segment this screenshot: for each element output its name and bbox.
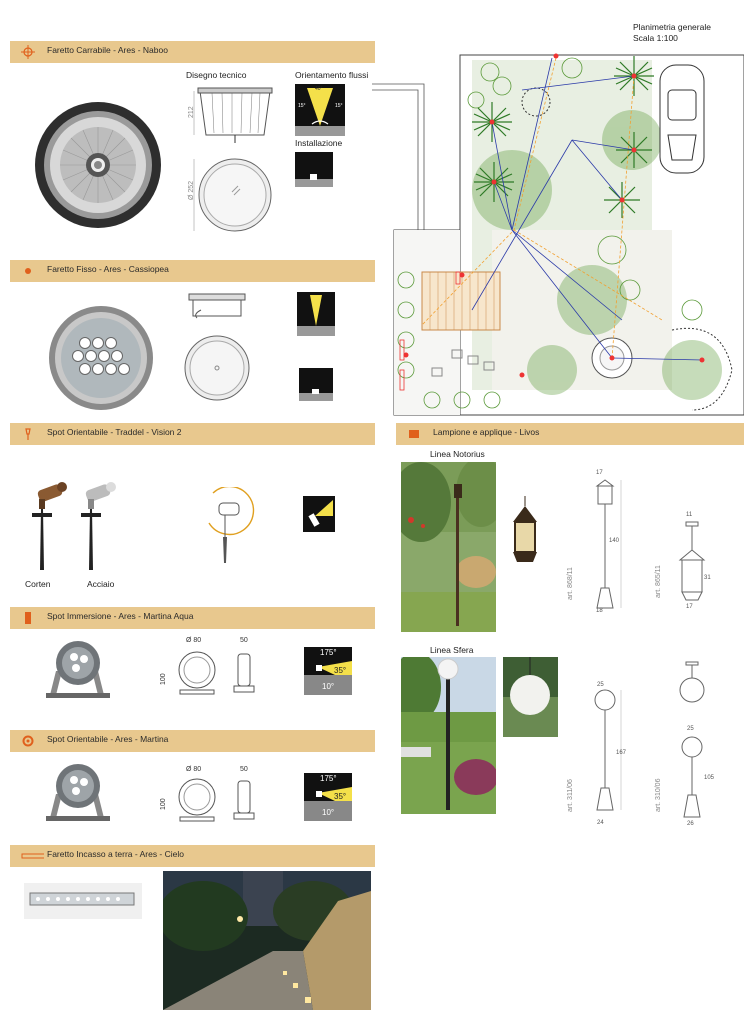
dim-167: 167 [616, 750, 627, 756]
martina-aqua-product-image [40, 635, 120, 705]
cassiopea-beam-diagram [297, 292, 335, 336]
angle-10: 10° [322, 682, 335, 691]
sfera-garden-photo [401, 657, 496, 814]
site-plan [372, 50, 744, 418]
angle-15-left: 15° [298, 103, 306, 109]
installazione-caption: Installazione [295, 138, 343, 148]
plan-title: Planimetria generale [633, 22, 711, 32]
dim-31: 31 [704, 575, 711, 581]
cassiopea-installation-diagram [299, 368, 333, 401]
section-title: Faretto Incasso a terra - Ares - Cielo [47, 849, 184, 859]
dim-25b: 25 [687, 726, 694, 732]
section-header-traddel [10, 423, 375, 445]
dim-25: 25 [597, 682, 604, 688]
dim-17: 17 [596, 470, 603, 476]
traddel-beam-diagram [303, 496, 335, 532]
section-header-livos [396, 423, 744, 445]
section-header-fisso [10, 260, 375, 282]
angle-10: 10° [322, 808, 335, 817]
dot-icon [21, 264, 35, 278]
sfera-pendant-drawing [672, 660, 712, 710]
section-title: Faretto Fisso - Ares - Cassiopea [47, 264, 169, 274]
dim-252: Ø 252 [188, 180, 195, 200]
traddel-technical-drawing [195, 487, 255, 567]
dim-26: 26 [687, 821, 694, 827]
orientamento-caption: Orientamento flussi [295, 70, 369, 80]
section-title: Spot Immersione - Ares - Martina Aqua [47, 611, 194, 621]
ring-icon [21, 734, 35, 748]
section-header-martina [10, 730, 375, 752]
notorius-pendant-drawing [672, 520, 712, 610]
naboo-installation-diagram [295, 152, 333, 187]
martina-product-image [40, 758, 120, 828]
martina-aqua-technical-drawing [172, 648, 262, 706]
dim-24: 24 [597, 820, 604, 826]
dim-18: 18 [596, 608, 603, 614]
dim-100: 100 [160, 798, 167, 810]
cassiopea-product-image [48, 305, 154, 411]
article-311: art. 311/06 [567, 779, 574, 812]
dim-d80: Ø 80 [186, 766, 202, 773]
dim-105: 105 [704, 775, 715, 781]
section-title: Faretto Carrabile - Ares - Naboo [47, 45, 168, 55]
martina-technical-drawing [172, 775, 262, 833]
cassiopea-technical-drawing [183, 292, 251, 402]
dim-212: 212 [188, 106, 195, 118]
square-icon [407, 427, 421, 441]
angle-175: 175° [320, 774, 337, 783]
plan-scale: Scala 1:100 [633, 33, 678, 43]
spot-icon [21, 427, 35, 441]
article-865: art. 865/11 [655, 565, 662, 598]
dim-17b: 17 [686, 604, 693, 610]
naboo-technical-drawing [190, 85, 280, 235]
article-310: art. 310/06 [655, 778, 662, 812]
strip-icon [14, 849, 44, 863]
sfera-globe-photo [503, 657, 558, 737]
section-title: Lampione e applique - Livos [433, 427, 540, 437]
dim-d80: Ø 80 [186, 637, 202, 644]
dim-50: 50 [240, 766, 248, 773]
notorius-garden-photo [401, 462, 496, 632]
dim-140: 140 [609, 538, 620, 544]
section-title: Spot Orientabile - Ares - Martina [47, 734, 169, 744]
angle-175: 175° [320, 648, 337, 657]
dim-50: 50 [240, 637, 248, 644]
acciaio-label: Acciaio [87, 579, 115, 589]
angle-40: 40° [315, 86, 323, 92]
notorius-pendant-image [505, 496, 545, 566]
section-header-carrabile [10, 41, 375, 63]
notorius-caption: Linea Notorius [430, 449, 485, 459]
naboo-product-image [33, 100, 163, 230]
corten-label: Corten [25, 579, 51, 589]
cielo-night-photo [163, 871, 371, 1010]
crosshair-icon [21, 45, 35, 59]
angle-15-right: 15° [335, 103, 343, 109]
disegno-caption: Disegno tecnico [186, 70, 247, 80]
article-868: art. 868/11 [567, 567, 574, 600]
underwater-spot-icon [21, 611, 35, 625]
section-header-immersione [10, 607, 375, 629]
traddel-product-image [28, 475, 128, 575]
cielo-product-image [24, 883, 142, 919]
sfera-caption: Linea Sfera [430, 645, 474, 655]
dim-11: 11 [686, 512, 693, 518]
angle-35: 35° [334, 666, 347, 675]
dim-100: 100 [160, 673, 167, 685]
angle-35: 35° [334, 792, 347, 801]
section-header-cielo [10, 845, 375, 867]
section-title: Spot Orientabile - Traddel - Vision 2 [47, 427, 182, 437]
